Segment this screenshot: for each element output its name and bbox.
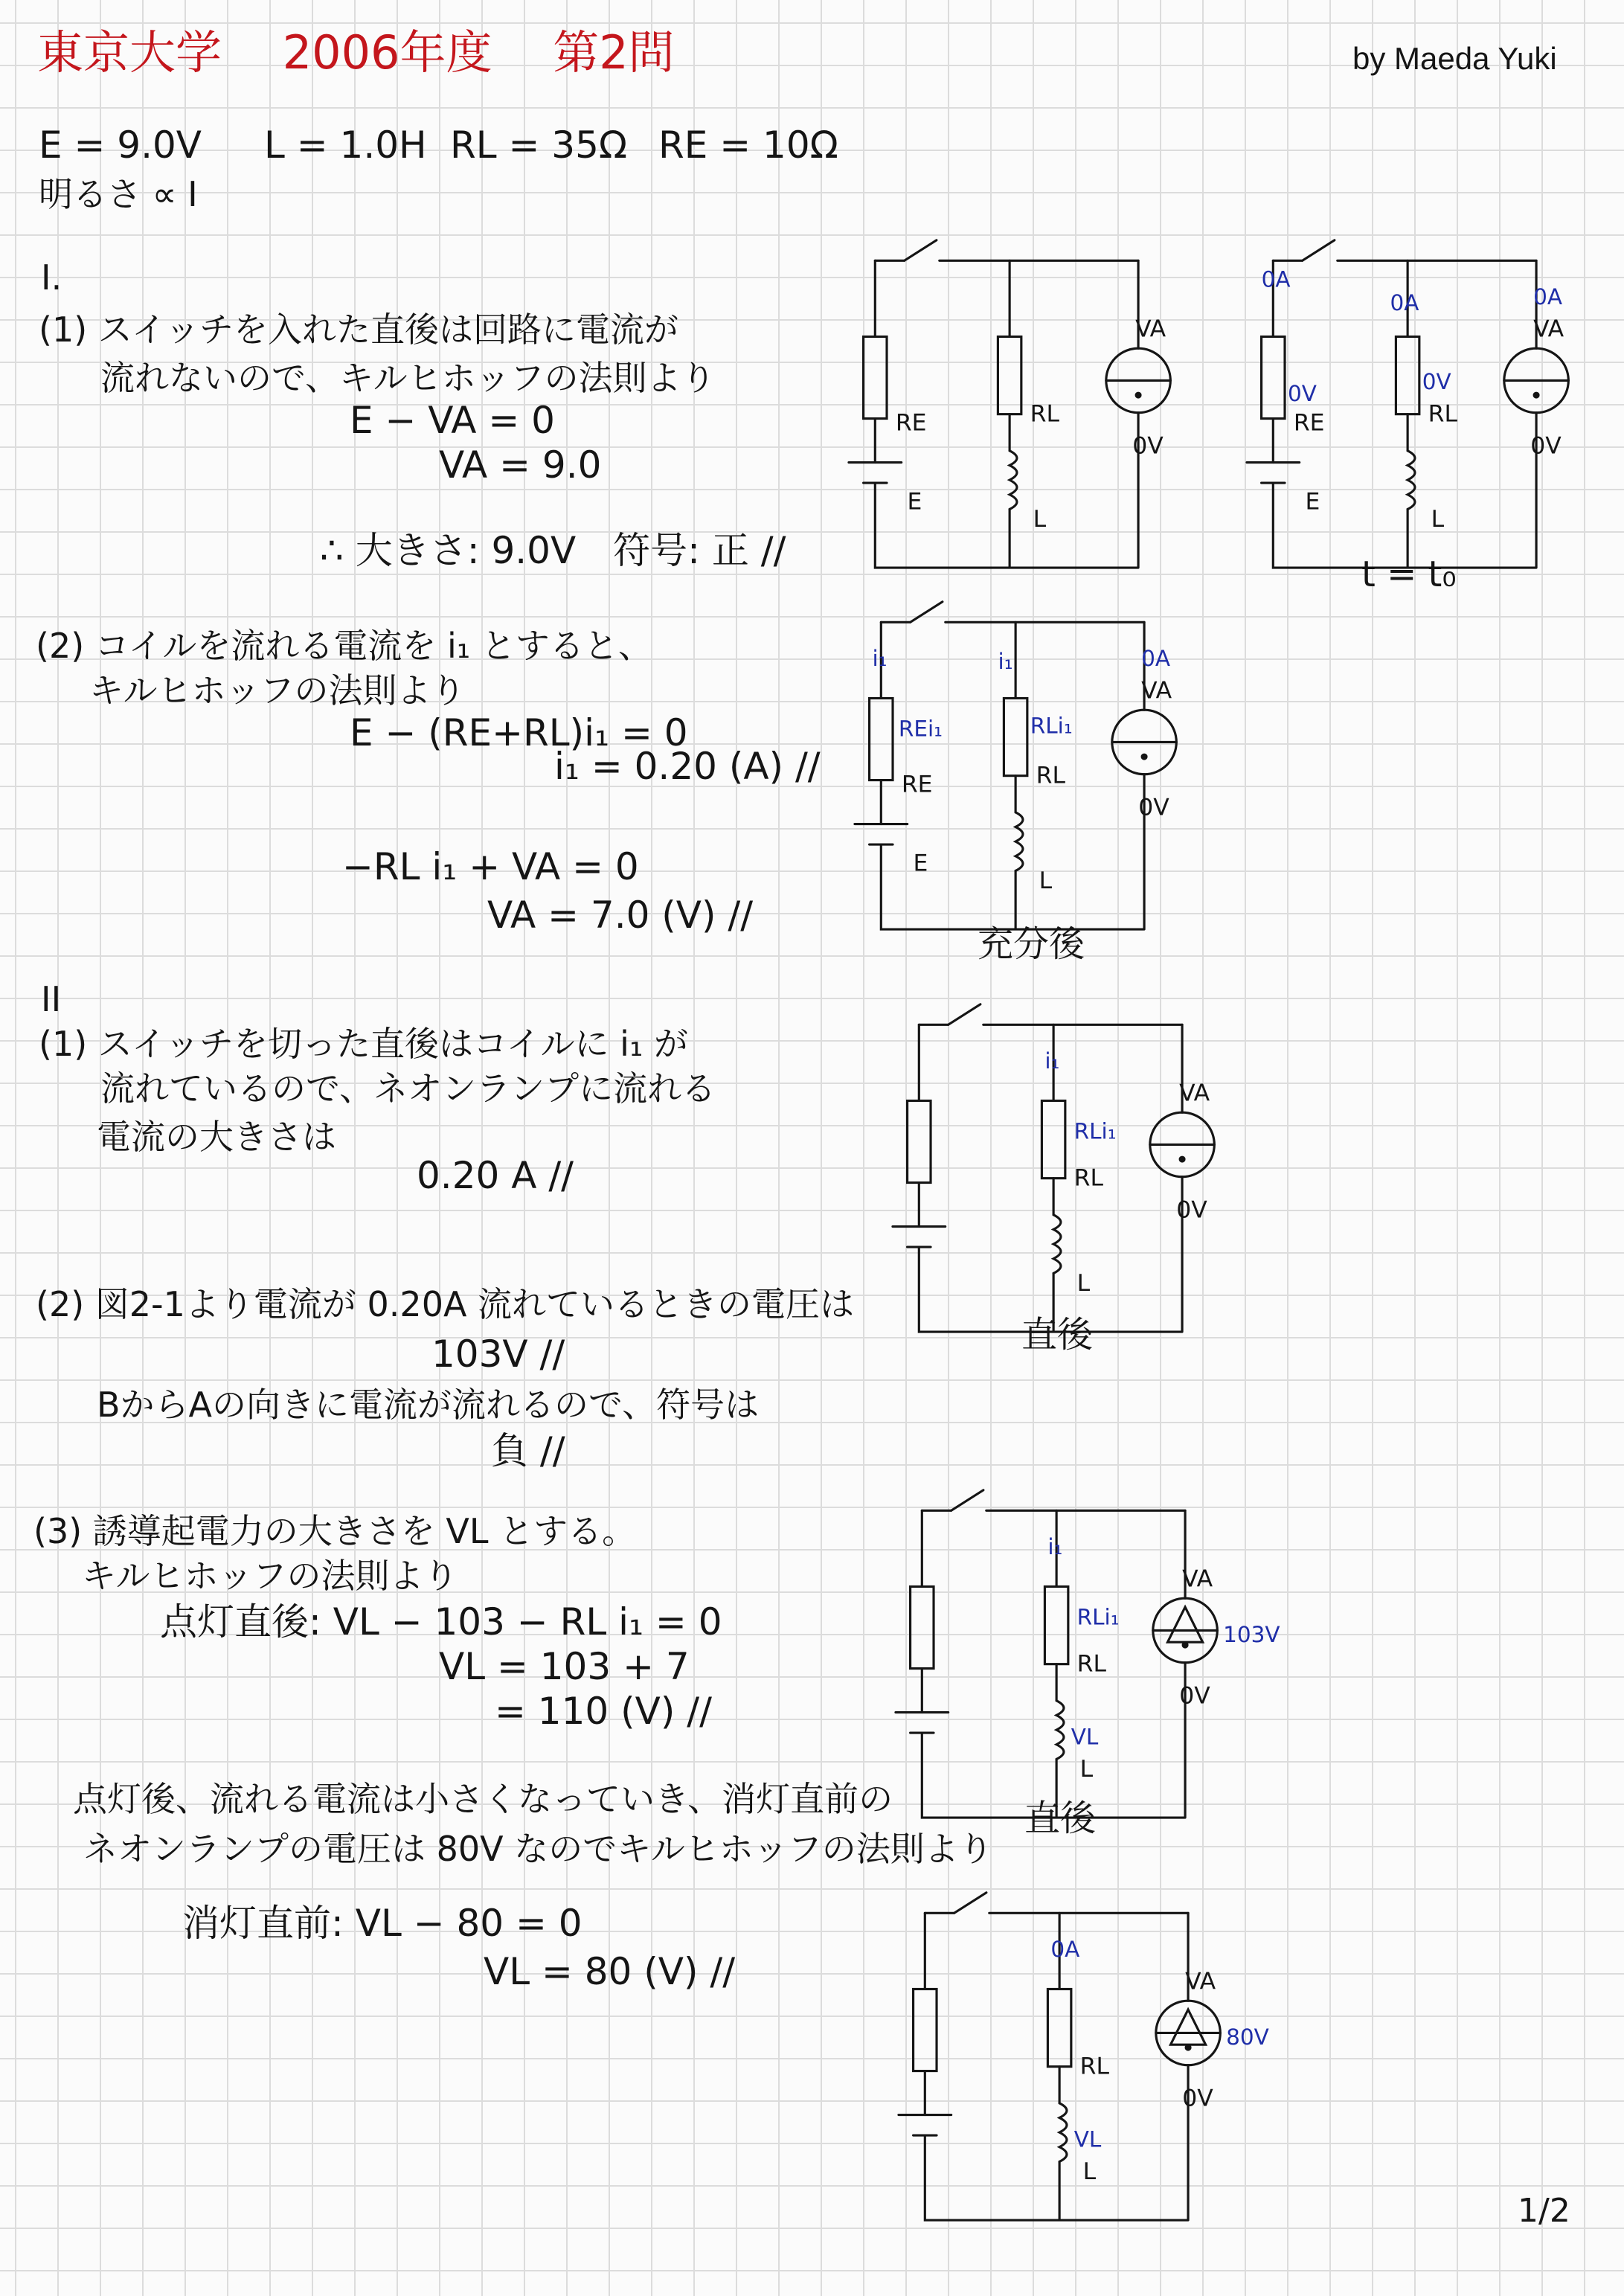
part1-q1-answer: ∴ 大きさ: 9.0V 符号: 正 //: [320, 529, 786, 572]
annotation: i₁: [998, 649, 1013, 675]
part1-heading: I.: [41, 257, 62, 298]
part1-q2-eq4: VA = 7.0 (V) //: [487, 894, 754, 937]
part1-q1-line2: 流れないので、キルヒホッフの法則より: [100, 358, 716, 398]
author: by Maeda Yuki: [1352, 41, 1557, 76]
part2-q3-line3: 点灯後、流れる電流は小さくなっていき、消灯直前の: [73, 1779, 893, 1819]
label-VA: VA: [1141, 677, 1172, 705]
annotation: 0V: [1287, 380, 1317, 406]
resistor-RL: [998, 336, 1021, 414]
part1-q2-eq3: −RL i₁ + VA = 0: [342, 845, 639, 888]
annotation: VL: [1071, 1724, 1099, 1750]
given-E: E = 9.0V: [39, 124, 202, 167]
part2-q2-line2: BからAの向きに電流が流れるので、符号は: [97, 1385, 760, 1425]
label-RL: RL: [1428, 400, 1457, 428]
label-lampV: 0V: [1176, 1196, 1207, 1224]
annotation: 80V: [1226, 2024, 1269, 2050]
part2-heading: II: [41, 979, 62, 1019]
label-E: E: [907, 488, 922, 516]
label-L: L: [1082, 2158, 1097, 2185]
resistor-RE: [911, 1586, 934, 1668]
switch-open: [949, 1004, 981, 1025]
annotation: RLi₁: [1030, 713, 1073, 739]
resistor-RL: [1396, 336, 1419, 414]
label-RE: RE: [1293, 409, 1325, 437]
annotation: 0A: [1261, 266, 1291, 292]
part2-q2-answer2: 負 //: [491, 1429, 565, 1472]
part2-q3-line1: (3) 誘導起電力の大きさを VL とする。: [33, 1511, 637, 1551]
part2-q3-line2: キルヒホッフの法則より: [82, 1556, 458, 1596]
label-RE: RE: [901, 771, 933, 798]
annotation: 0A: [1050, 1937, 1080, 1963]
part2-q3-line4: ネオンランプの電圧は 80V なのでキルヒホッフの法則より: [83, 1829, 993, 1869]
part1-q2-line2: キルヒホッフの法則より: [89, 670, 466, 711]
switch-open: [951, 1490, 983, 1511]
part1-q2-eq1: E − (RE+RL)i₁ = 0: [350, 711, 688, 754]
lamp-lit-glow: [1170, 2010, 1205, 2045]
battery: [1247, 463, 1300, 484]
part1-q2-line1: (2) コイルを流れる電流を i₁ とすると、: [36, 626, 652, 666]
coil-inductor: [1015, 812, 1023, 871]
given-RL: RL = 35Ω: [450, 124, 628, 167]
part2-q3-eq4: 消灯直前: VL − 80 = 0: [182, 1902, 582, 1945]
annotation: i₁: [872, 646, 888, 672]
annotation: 0A: [1533, 284, 1563, 310]
resistor-RL: [1047, 1989, 1071, 2066]
part2-q1-line3: 電流の大きさは: [97, 1117, 336, 1157]
part1-q1-eq1: E − VA = 0: [350, 399, 555, 442]
neon-lamp-dot: [1183, 1643, 1187, 1647]
circuit-4-caption: 直後: [1021, 1314, 1094, 1356]
resistor-RE: [864, 336, 887, 418]
label-lampV: 0V: [1138, 794, 1169, 821]
part2-q2-answer1: 103V //: [431, 1333, 565, 1376]
circuit-2-caption: t = t₀: [1361, 554, 1457, 595]
label-lampV: 0V: [1132, 432, 1164, 460]
circuit-6: [896, 1869, 1276, 2235]
battery: [893, 1227, 946, 1248]
label-E: E: [1305, 488, 1320, 516]
lamp-lit-glow: [1167, 1607, 1202, 1642]
label-RL: RL: [1036, 762, 1065, 789]
neon-lamp-dot: [1136, 393, 1140, 397]
label-RL: RL: [1076, 1650, 1106, 1678]
neon-lamp-dot: [1534, 393, 1538, 397]
resistor-RE: [914, 1989, 937, 2071]
label-lampV: 0V: [1182, 2085, 1213, 2112]
label-lampV: 0V: [1179, 1682, 1210, 1710]
label-L: L: [1079, 1755, 1094, 1783]
part1-q2-eq2: i₁ = 0.20 (A) //: [554, 745, 821, 788]
label-L: L: [1076, 1269, 1091, 1297]
label-L: L: [1039, 867, 1053, 894]
part2-q3-eq2: VL = 103 + 7: [439, 1645, 690, 1688]
page-title: 東京大学 2006年度 第2問: [37, 25, 675, 80]
circuit-wiring: [855, 602, 1176, 929]
label-RE: RE: [895, 409, 927, 437]
label-RL: RL: [1030, 400, 1059, 428]
label-L: L: [1033, 505, 1047, 533]
annotation: RLi₁: [1076, 1604, 1120, 1630]
neon-lamp-dot: [1180, 1157, 1184, 1161]
given-brightness: 明るさ ∝ I: [39, 174, 198, 214]
part2-q3-eq1: 点灯直後: VL − 103 − RL i₁ = 0: [160, 1600, 722, 1644]
annotation: 0A: [1390, 290, 1419, 316]
annotation: 103V: [1223, 1622, 1280, 1648]
resistor-RL: [1042, 1100, 1065, 1178]
part2-q2-line1: (2) 図2-1より電流が 0.20A 流れているときの電圧は: [36, 1284, 855, 1324]
circuit-5-caption: 直後: [1024, 1798, 1097, 1839]
circuit-3-caption: 充分後: [978, 923, 1085, 965]
coil-inductor: [1053, 1215, 1061, 1274]
battery: [855, 824, 908, 845]
label-VA: VA: [1182, 1565, 1213, 1593]
battery: [899, 2115, 951, 2136]
label-RL: RL: [1079, 2053, 1109, 2080]
label-E: E: [913, 850, 928, 877]
annotation: i₁: [1044, 1048, 1060, 1074]
part2-q3-eq3: = 110 (V) //: [495, 1690, 712, 1733]
given-L: L = 1.0H: [264, 124, 427, 167]
annotation: 0V: [1422, 369, 1451, 395]
label-RL: RL: [1073, 1164, 1103, 1192]
battery: [849, 463, 902, 484]
annotation: i₁: [1047, 1534, 1063, 1560]
coil-inductor: [1408, 451, 1415, 510]
part2-q3-eq5: VL = 80 (V) //: [484, 1950, 736, 1993]
given-RE: RE = 10Ω: [658, 124, 838, 167]
resistor-RE: [908, 1100, 931, 1182]
annotation: RLi₁: [1073, 1118, 1117, 1144]
label-VA: VA: [1135, 315, 1166, 343]
coil-inductor: [1010, 451, 1017, 510]
resistor-RE: [1262, 336, 1285, 418]
part1-q1-line1: (1) スイッチを入れた直後は回路に電流が: [39, 310, 678, 350]
part2-q1-line1: (1) スイッチを切った直後はコイルに i₁ が: [39, 1024, 689, 1064]
circuit-5: [893, 1466, 1280, 1832]
coil-inductor: [1056, 1701, 1064, 1760]
circuit-wiring: [849, 240, 1170, 568]
label-lampV: 0V: [1530, 432, 1562, 460]
circuit-3: [852, 578, 1232, 944]
circuit-1: [846, 217, 1226, 583]
page-number: 1/2: [1518, 2192, 1570, 2230]
neon-lamp-dot: [1186, 2045, 1190, 2050]
part2-q1-line2: 流れているので、ネオンランプに流れる: [100, 1068, 716, 1109]
coil-inductor: [1059, 2103, 1067, 2162]
label-VA: VA: [1179, 1080, 1210, 1107]
resistor-RL: [1044, 1586, 1068, 1664]
circuit-4: [890, 981, 1270, 1347]
annotation: REi₁: [898, 716, 943, 742]
battery: [896, 1713, 949, 1734]
label-VA: VA: [1533, 315, 1564, 343]
switch-open: [954, 1893, 986, 1914]
switch-open: [911, 602, 943, 623]
part2-q1-answer: 0.20 A //: [417, 1154, 574, 1197]
switch-open: [1303, 240, 1335, 261]
annotation: 0A: [1141, 646, 1171, 672]
label-L: L: [1431, 505, 1445, 533]
resistor-RE: [870, 698, 893, 780]
circuit-2: [1244, 217, 1624, 583]
switch-open: [905, 240, 937, 261]
part1-q1-eq2: VA = 9.0: [439, 443, 602, 487]
neon-lamp-dot: [1142, 754, 1146, 759]
resistor-RL: [1004, 698, 1027, 775]
label-VA: VA: [1185, 1968, 1216, 1995]
annotation: VL: [1073, 2126, 1102, 2152]
